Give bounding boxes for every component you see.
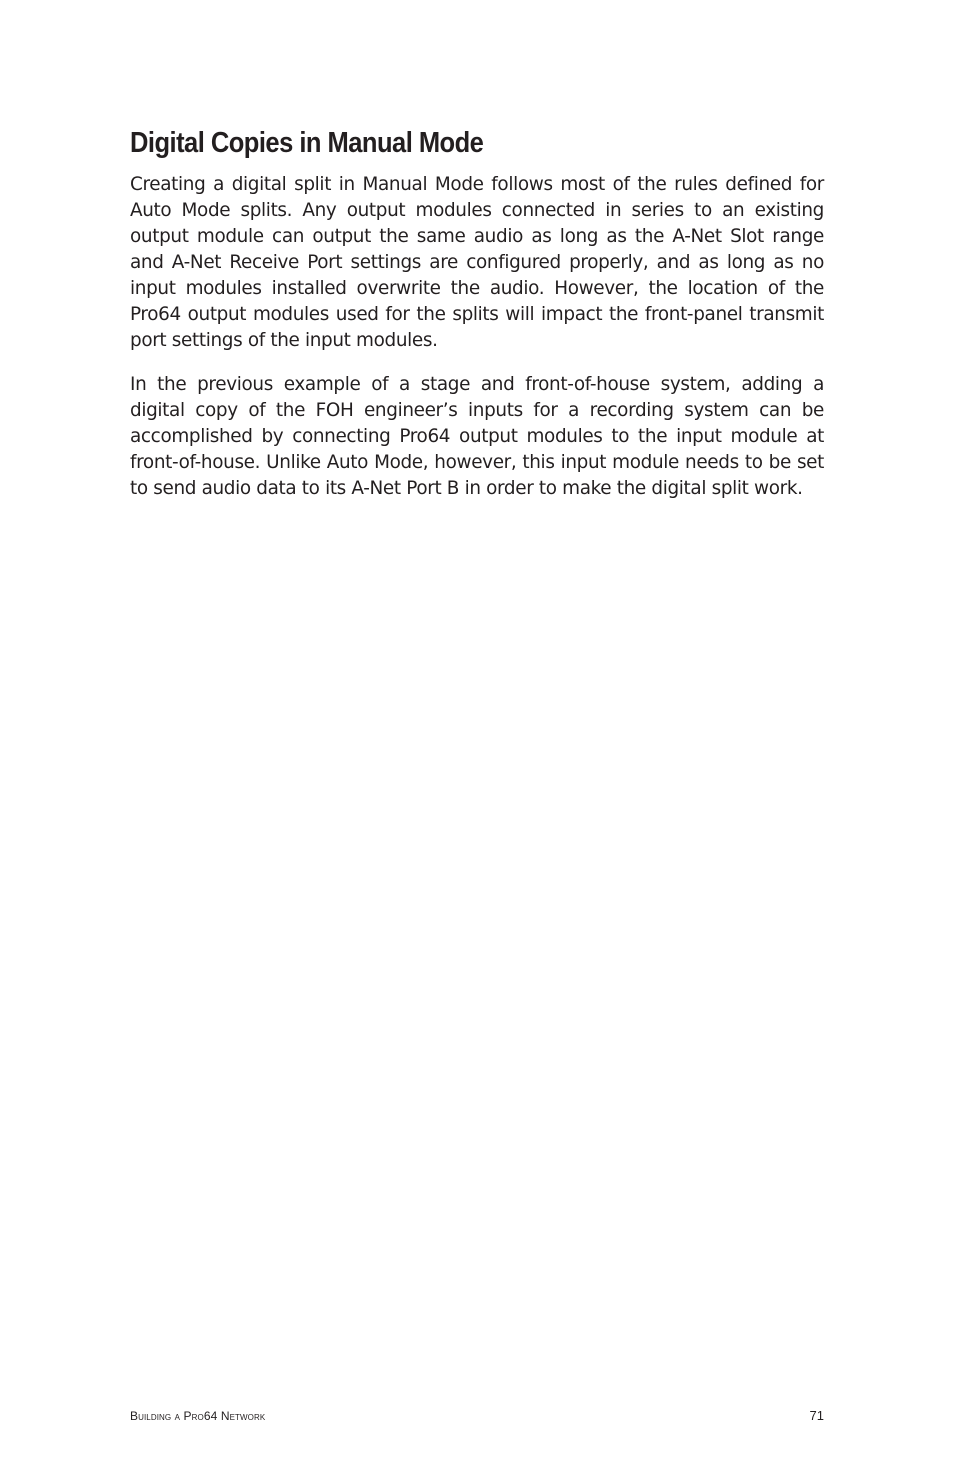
section-heading: Digital Copies in Manual Mode <box>130 127 484 159</box>
paragraph-manual-mode-split: Creating a digital split in Manual Mode follows most of the rules defined for Auto Mode splits. Any output modules connected in series to an existing output module can output the same audio as long as the A-Net Slot range and A-Net Receive Port settings are configured properly, and as long as no input modules installed overwrite the audio. However, the location of the Pro64 output modules used for the splits will impact the front-panel transmit port settings of the input modules. <box>130 174 824 351</box>
paragraph-foh-example: In the previous example of a stage and front-of-house system, adding a digital copy of the FOH engineer’s inputs for a recording system can be accomplished by connecting Pro64 output modules to the input module at front-of-house. Unlike Auto Mode, however, this input module needs to be set to send audio data to its A-Net Port B in order to make the digital split work. <box>130 374 824 499</box>
footer-running-title: Building a Pro64 Network <box>130 1409 266 1423</box>
section-content <box>130 124 824 520</box>
footer-page-number: 71 <box>809 1408 824 1423</box>
